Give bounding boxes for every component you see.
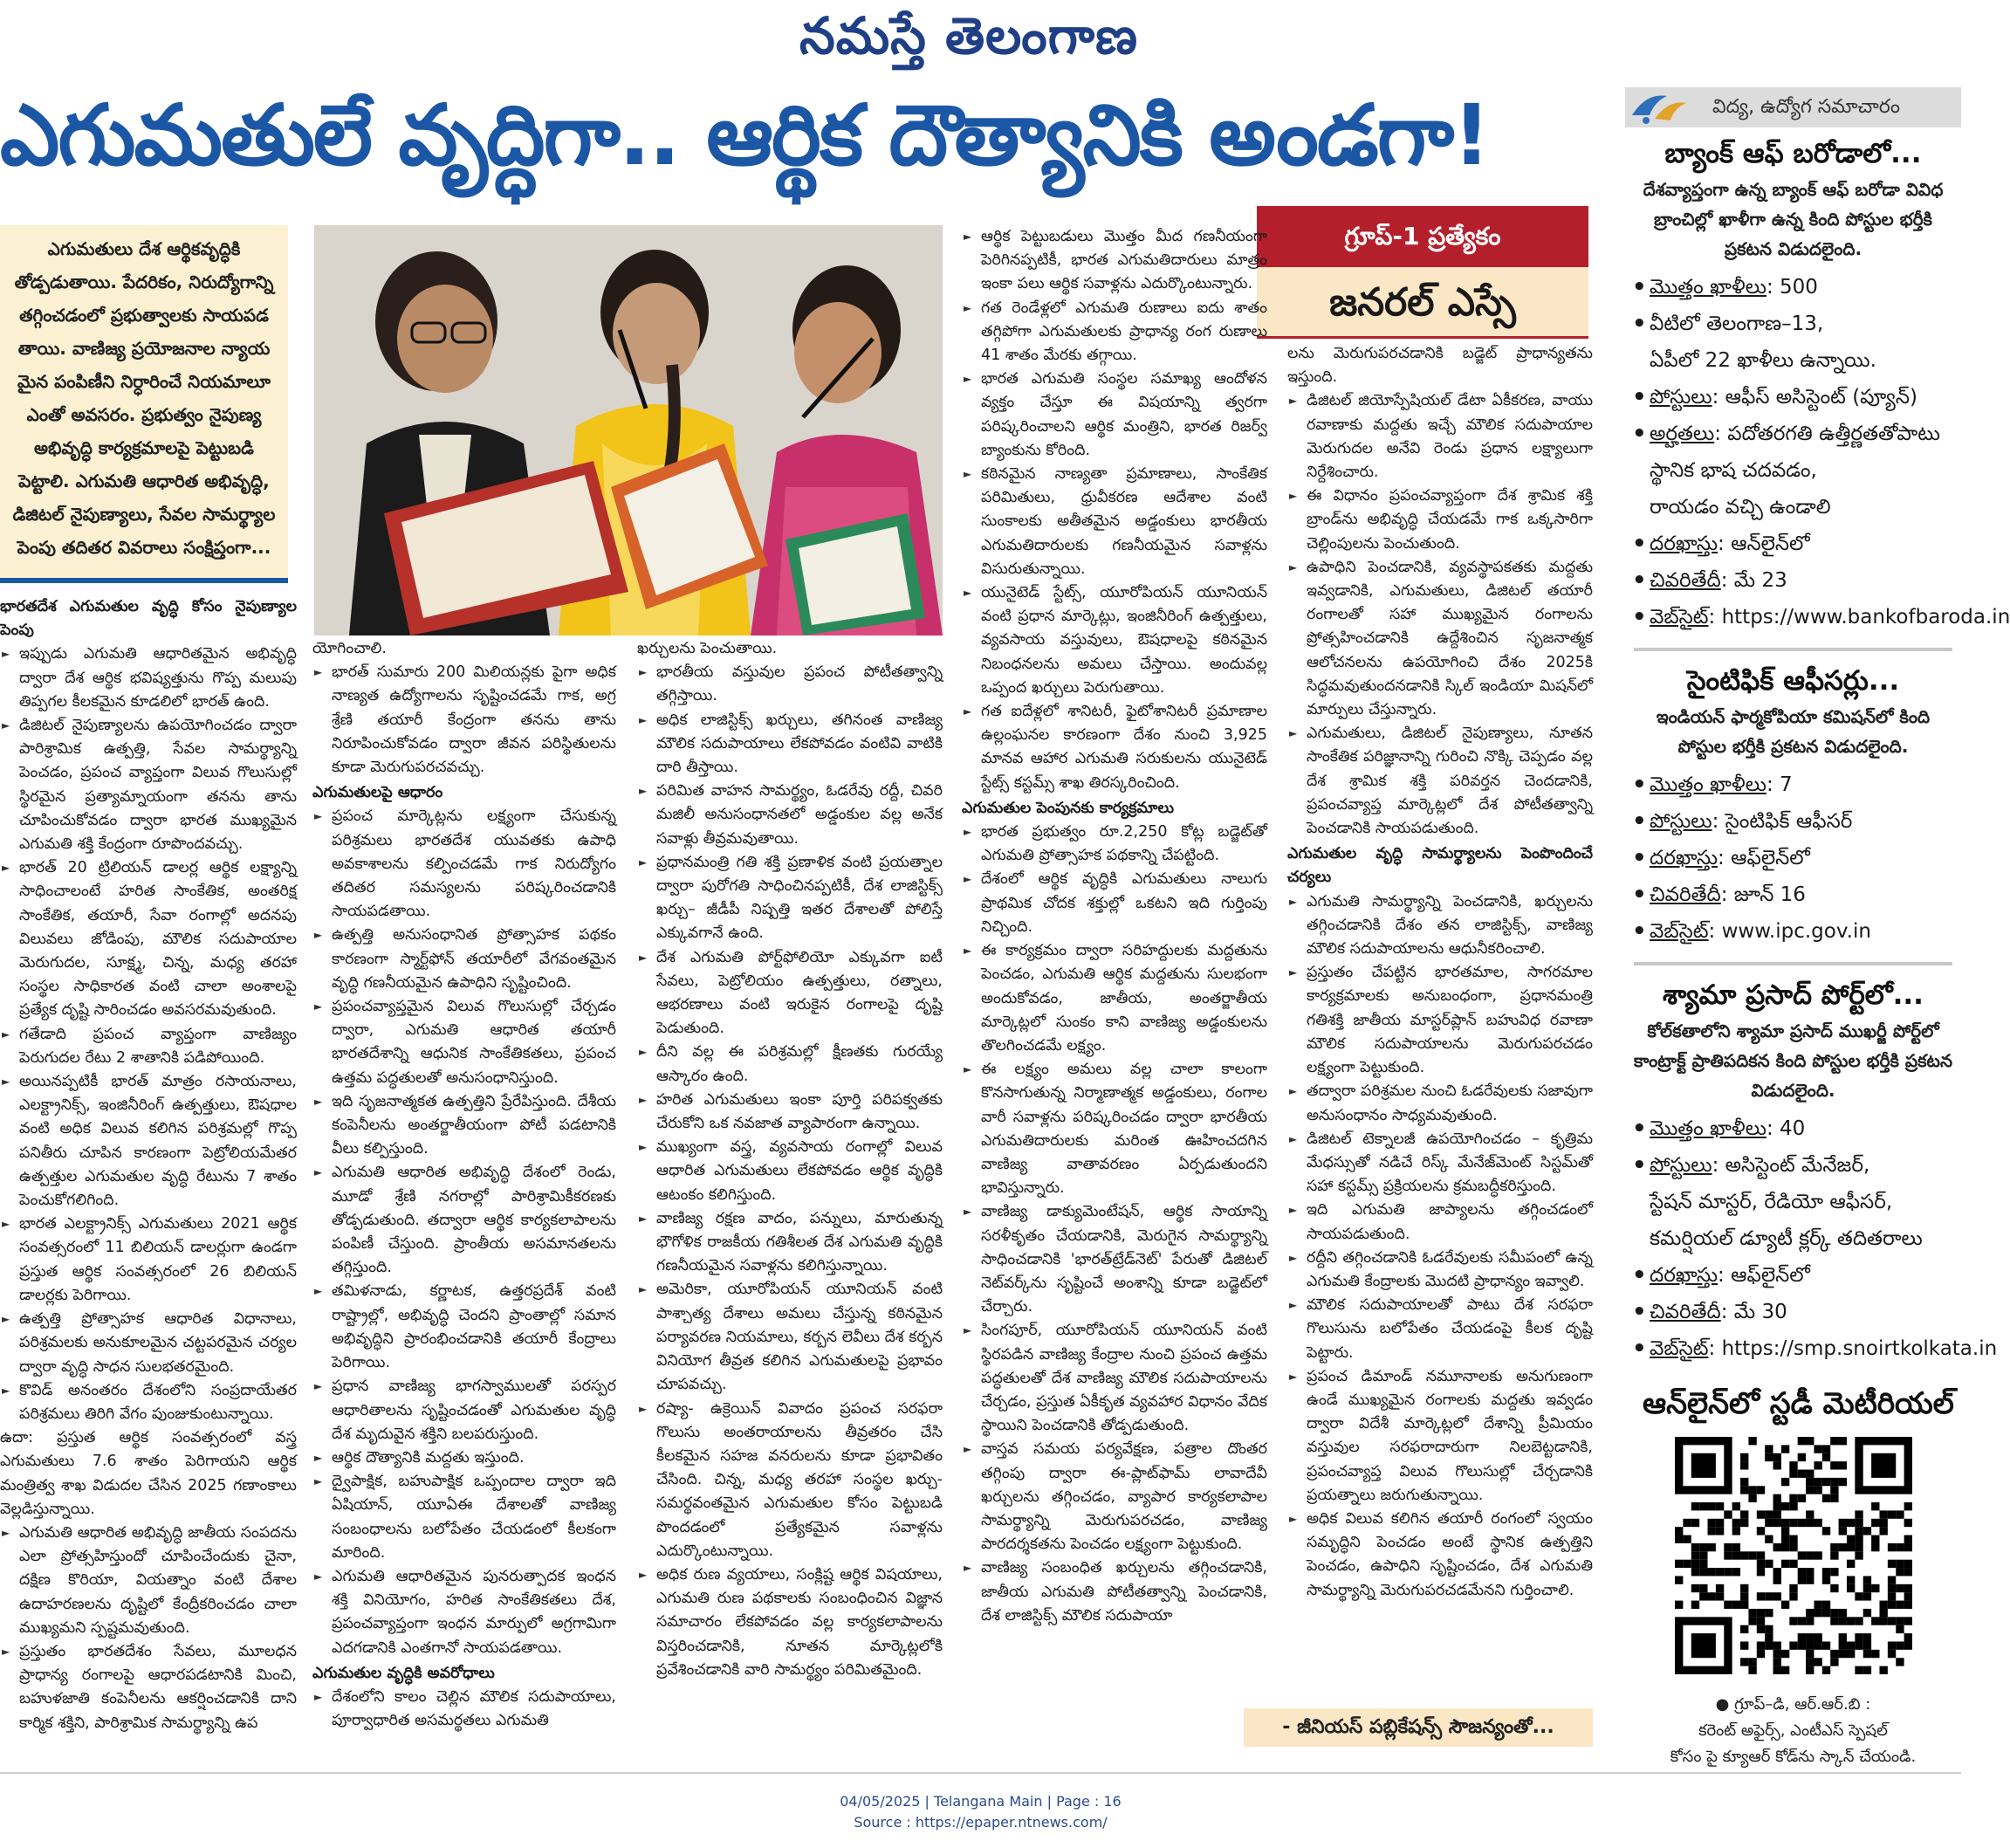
article-paragraph: ► దేశంలో ఆర్థిక వృద్ధికి ఎగుమతులు నాలుగు ప్రాథమిక చోదక శక్తుల్లో ఒకటని ఇది గుర్తింపు నిచ్చింది. xyxy=(962,868,1267,939)
article-column-2 xyxy=(312,637,616,1746)
job-detail-item xyxy=(1630,1330,1998,1367)
job-detail-key: మొత్తం ఖాళీలు xyxy=(1650,276,1766,299)
job-detail-key: అర్హతలు xyxy=(1650,422,1715,445)
article-paragraph: ► వాణిజ్య డాక్యుమెంటేషన్, ఆర్థిక సాయాన్ని సరళీకృతం చేయడానికి, మెరుగైన సామర్థ్యాన్ని సాధించడానికి 'భారత్‌ట్రేడ్‌నెట్' పేరుతో డిజిటల్ నెట్‌వర్క్‌ను సృష్టించే అంశాన్ని కూడా బడ్జెట్‌లో చేర్చారు. xyxy=(962,1200,1267,1319)
job-detail-value: స్థానిక భాష చదవడం, xyxy=(1650,459,1817,482)
port-details xyxy=(1630,1110,1998,1367)
intro-box xyxy=(0,225,288,583)
article-paragraph: ► ఆర్థిక పెట్టుబడులు మొత్తం మీద గణనీయంగా పెరిగినప్పటికీ, భారత ఎగుమతిదారులు మాత్రం ఇంకా పలు ఆర్థిక సవాళ్లను ఎదుర్కొంటున్నారు. xyxy=(962,225,1267,297)
article-paragraph: ► తద్వారా పరిశ్రమల నుంచి ఓడరేవులకు సజావుగా అనుసంధానం సాధ్యమవుతుంది. xyxy=(1287,1080,1593,1127)
job-detail-key: పోస్టులు xyxy=(1650,1154,1712,1177)
sidebar-header-text: విద్య, ఉద్యోగ సమాచారం xyxy=(1712,96,1900,118)
article-paragraph: ► డిజిటల్ నైపుణ్యాలను ఉపయోగించడం ద్వారా పారిశ్రామిక ఉత్పత్తి, సేవల సామర్థ్యాన్ని పెంచడం, ప్రపంచ వ్యాప్తంగా విలువ గొలుసుల్లో స్థిరమైన ప్రత్యామ్నాయంగా తనను తాను చూపించుకోవడం ద్వారా భారత ముఖ్యమైన ఎగుమతి శక్తి కేంద్రంగా రూపొందవచ్చు. xyxy=(0,714,297,856)
ipc-lead: ఇండియన్ ఫార్మకోపియా కమిషన్‌లో కింది పోస్టుల భర్తీకి ప్రకటన విడుదలైంది. xyxy=(1656,706,1931,757)
job-detail-item xyxy=(1630,416,1956,452)
bob-lead: దేశవ్యాప్తంగా ఉన్న బ్యాంక్ ఆఫ్ బరోడా వివిధ బ్రాంచిల్లో ఖాళీగా ఉన్న కింది పోస్టుల భర్తీకి ప్రకటన విడుదలైంది. xyxy=(1643,179,1944,259)
port-notice xyxy=(1625,974,1998,1367)
article-paragraph: ► భారత ప్రభుత్వం రూ.2,250 కోట్ల బడ్జెట్‌తో ఎగుమతి ప్రోత్సాహక పథకాన్ని చేపట్టింది. xyxy=(962,821,1267,868)
article-paragraph: ► ఇది ఎగుమతి జాప్యాలను తగ్గించడంలో సాయపడుతుంది. xyxy=(1287,1199,1593,1246)
article-paragraph: ► రద్దీని తగ్గించడానికి ఓడరేవులకు సమీపంలో ఉన్న ఎగుమతి కేంద్రాలకు మొదటి ప్రాధాన్యం ఇవ్వాలి. xyxy=(1287,1247,1593,1294)
intro-text: ఎగుమతులు దేశ ఆర్థికవృద్ధికి తోడ్పడుతాయి. పేదరికం, నిరుద్యోగాన్ని తగ్గించడంలో ప్రభుత్వాలకు సాయపడ తాయి. వాణిజ్య ప్రయోజనాల న్యాయ మైన పంపిణీని నిర్ధారించే నియమాలూ ఎంతో అవసరం. ప్రభుత్వం నైపుణ్య అభివృద్ధి కార్యక్రమాలపై పెట్టుబడి పెట్టాలి. ఎగుమతి ఆధారిత అభివృద్ధి, డిజిటల్ నైపుణ్యాలు, సేవల సామర్థ్యాల పెంపు తదితర వివరాలు సంక్షిప్తంగా... xyxy=(12,238,276,558)
job-detail-item xyxy=(1630,379,1956,416)
job-detail-value: : ఆఫ్‌లైన్‌లో xyxy=(1718,847,1810,869)
job-detail-value: : 7 xyxy=(1766,773,1793,796)
job-detail-key: వెబ్‌సైట్ xyxy=(1650,920,1709,943)
job-detail-item xyxy=(1630,1220,1956,1257)
sidebar-divider xyxy=(1634,962,1952,965)
article-paragraph: యోగించాలి. xyxy=(312,640,387,657)
article-paragraph: ► అధిక రుణ వ్యయాలు, సంక్లిష్ట ఆర్థిక విషయాలు, ఎగుమతి రుణ పథకాలకు సంబంధించిన విజ్ఞాన సమాచారం లేకపోవడం వల్ల కార్యకలాపాలను విస్తరించడానికి, నూతన మార్కెట్లలోకి ప్రవేశించడానికి వారి సామర్థ్యం పరిమితమైంది. xyxy=(637,1563,943,1682)
study-material-title: ఆన్‌లైన్‌లో స్టడీ మెటీరియల్ xyxy=(1643,1386,1954,1421)
article-paragraph: లను మెరుగుపరచడానికి బడ్జెట్ ప్రాధాన్యతను ఇస్తుంది. xyxy=(1287,345,1593,387)
general-essay-label xyxy=(1257,267,1588,339)
ipc-details xyxy=(1630,766,1956,950)
article-column-1 xyxy=(0,594,297,1746)
study-material-note xyxy=(1630,1692,1956,1770)
article-paragraph: ► ప్రధాన వాణిజ్య భాగస్వాములతో పరస్పర ఆధారితాలను సృష్టించడంతో ఎగుమతుల వృద్ధి దేశ మృదువైన శక్తిని బలపరుస్తుంది. xyxy=(312,1375,616,1446)
article-paragraph: ► ముఖ్యంగా వస్త్ర, వ్యవసాయ రంగాల్లో విలువ ఆధారిత ఎగుమతులు లేకపోవడం ఆర్థిక వృద్ధికి ఆటంకం కలిగిస్తుంది. xyxy=(637,1136,943,1207)
article-paragraph: ► ప్రపంచ మార్కెట్లను లక్ష్యంగా చేసుకున్న పరిశ్రమలు భారతదేశ యువతకు ఉపాధి అవకాశాలను కల్పించడమే గాక నిరుద్యోగం తదితర సమస్యలను పరిష్కరించడానికి సాయపడతాయి. xyxy=(312,805,616,924)
article-paragraph: ఖర్చులను పెంచుతాయి. xyxy=(637,640,778,657)
article-paragraph: ► ఇది సృజనాత్మకత ఉత్పత్తిని ప్రేరేపిస్తుంది. దేశీయ కంపెనీలను అంతర్జాతీయంగా పోటీ పడటానికి వీలు కల్పిస్తుంది. xyxy=(312,1090,616,1162)
job-detail-item xyxy=(1630,342,1956,379)
article-paragraph: ఉదా: ప్రస్తుత ఆర్థిక సంవత్సరంలో వస్త్ర ఎగుమతులు 7.6 శాతం పెరిగాయని ఆర్థిక మంత్రిత్వ శాఖ విడుదల చేసిన 2025 గణాంకాలు వెల్లడిస్తున్నాయి. xyxy=(0,1429,297,1518)
article-paragraph: ► అధిక లాజిస్టిక్స్ ఖర్చులు, తగినంత వాణిజ్య మౌలిక సదుపాయాలు లేకపోవడం వంటివి వాటికి దారి తీస్తాయి. xyxy=(637,709,943,780)
job-detail-value: : అసిస్టెంట్ మేనేజర్, xyxy=(1712,1154,1870,1177)
job-detail-key: దరఖాస్తు xyxy=(1650,847,1718,869)
job-detail-item xyxy=(1630,526,1956,562)
job-detail-item xyxy=(1630,269,1956,306)
job-detail-value: : ఆన్‌లైన్‌లో xyxy=(1718,532,1810,555)
footer-divider xyxy=(0,1772,1961,1774)
article-paragraph: ► ప్రపంచవ్యాప్తమైన విలువ గొలుసుల్లో చేర్చడం ద్వారా, ఎగుమతి ఆధారిత తయారీ భారతదేశాన్ని ఆధునిక సాంకేతికతలు, ప్రపంచ ఉత్తమ పద్ధతులతో అనుసంధానిస్తుంది. xyxy=(312,995,616,1090)
study-material xyxy=(1625,1379,1961,1770)
study-note-line-1: ● గ్రూప్–డి, ఆర్.ఆర్.బి : xyxy=(1715,1695,1871,1714)
job-detail-value: కమర్షియల్ డ్యూటీ క్లర్క్ తదితరాలు xyxy=(1650,1227,1923,1250)
article-paragraph: ► దేశ ఎగుమతి పోర్ట్‌ఫోలియో ఎక్కువగా ఐటీ సేవలు, పెట్రోలియం ఉత్పత్తులు, రత్నాలు, ఆభరణాలు వంటి ఇరుకైన రంగాలపై దృష్టి పెడుతుంది. xyxy=(637,946,943,1041)
article-paragraph: ► డిజిటల్ టెక్నాలజీ ఉపయోగించడం – కృత్రిమ మేధస్సుతో నడిచే రిస్క్ మేనేజ్‌మెంట్ సిస్టమ్‌తో సహా కస్టమ్స్ ప్రక్రియలను క్రమబద్ధీకరిస్తుంది. xyxy=(1287,1128,1593,1199)
section-subheading: ఎగుమతుల వృద్ధి సామర్థ్యాలను పెంపొందించే చర్యలు xyxy=(1287,845,1593,887)
article-paragraph: ► కఠినమైన నాణ్యతా ప్రమాణాలు, సాంకేతిక పరిమితులు, ధ్రువీకరణ ఆదేశాల వంటి సుంకాలకు అతీతమైన అడ్డంకులు భారతీయ ఎగుమతిదారులకు గణనీయమైన సవాళ్లను విసురుతున్నాయి. xyxy=(962,463,1267,581)
article-paragraph: ► అమెరికా, యూరోపియన్ యూనియన్ వంటి పాశ్చాత్య దేశాలు అమలు చేస్తున్న కఠినమైన పర్యావరణ నియమాలు, కర్బన లెవీలు దేశ కర్బన వినియోగ తీవ్రత కలిగిన ఎగుమతులపై ప్రభావం చూపవచ్చు. xyxy=(637,1278,943,1397)
article-paragraph: ► ఇప్పుడు ఎగుమతి ఆధారితమైన అభివృద్ధి ద్వారా దేశ ఆర్థిక భవిష్యత్తును గొప్ప మలుపు తిప్పగల కీలకమైన కూడలిలో భారత్ ఉంది. xyxy=(0,642,297,714)
job-detail-value: : మే 30 xyxy=(1720,1301,1787,1323)
section-subheading: ఎగుమతులపై ఆధారం xyxy=(312,784,443,802)
job-detail-value: వీటిలో తెలంగాణ–13, xyxy=(1650,313,1824,335)
job-detail-value: : ఆఫీస్ అసిస్టెంట్ (ప్యూన్) xyxy=(1712,386,1917,409)
job-detail-value: రాయడం వచ్చి ఉండాలి xyxy=(1650,496,1831,519)
group1-banner-text: గ్రూప్-1 ప్రత్యేకం xyxy=(1344,222,1501,251)
job-detail-key: వెబ్‌సైట్ xyxy=(1650,606,1709,629)
group1-banner xyxy=(1257,206,1588,267)
article-paragraph: ► ఎగుమతి ఆధారిత అభివృద్ధి దేశంలో రెండు, మూడో శ్రేణి నగరాల్లో పారిశ్రామికీకరణకు తోడ్పడుతుంది. తద్వారా ఆర్థిక కార్యకలాపాలను పంపిణీ చేస్తుంది. ప్రాంతీయ అసమానతలను తగ్గిస్తుంది. xyxy=(312,1161,616,1280)
article-column-5 xyxy=(1287,342,1593,1687)
job-detail-value: : 500 xyxy=(1766,276,1818,299)
article-paragraph: ► అధిక విలువ కలిగిన తయారీ రంగంలో స్వయం సమృద్ధిని పెంచడం అంటే స్థానిక ఉత్పత్తిని పెంచడం, ఉపాధిని సృష్టించడం, దేశ ఎగుమతి సామర్థ్యాన్ని మెరుగుపరచడమేనని గుర్తించాలి. xyxy=(1287,1508,1593,1603)
article-paragraph: ► ఎగుమతి సామర్థ్యాన్ని పెంచడానికి, ఖర్చులను తగ్గించడానికి దేశం తన లాజిస్టిక్స్, వాణిజ్య మౌలిక సదుపాయాలను ఆధునీకరించాలి. xyxy=(1287,890,1593,962)
job-detail-key: చివరితేదీ xyxy=(1650,569,1721,592)
job-detail-value: : ఆఫ్‌లైన్‌లో xyxy=(1718,1264,1810,1287)
article-paragraph: ► భారత ఎలక్ట్రానిక్స్ ఎగుమతులు 2021 ఆర్థిక సంవత్సరంలో 11 బిలియన్ డాలర్లుగా ఉండగా ప్రస్తుత ఆర్థిక సంవత్సరంలో 26 బిలియన్ డాలర్లకు పెరిగాయి. xyxy=(0,1213,297,1308)
masthead-title: నమస్తే తెలంగాణ xyxy=(799,6,1138,65)
article-paragraph: ► ఈ కార్యక్రమం ద్వారా సరిహద్దులకు మద్దతును పెంచడం, ఎగుమతి ఆర్థిక మద్దతును సులభంగా అందుకోవడం, జాతీయ, అంతర్జాతీయ మార్కెట్లలో సుంకం కాని వాణిజ్య అడ్డంకులను తొలగించడమే లక్ష్యం. xyxy=(962,939,1267,1058)
footer-source: Source : https://epaper.ntnews.com/ xyxy=(854,1814,1108,1831)
credit-text: - జీనియస్ పబ్లికేషన్స్ సౌజన్యంతో... xyxy=(1282,1716,1554,1738)
job-detail-key: చివరితేదీ xyxy=(1650,1301,1721,1323)
ipc-title: సైంటిఫిక్ ఆఫీసర్లు... xyxy=(1686,665,1900,697)
credit-line xyxy=(1244,1708,1593,1747)
job-detail-key: వెబ్‌సైట్ xyxy=(1650,1337,1709,1360)
article-paragraph: ► ఉత్పత్తి ప్రోత్సాహక ఆధారిత విధానాలు, పరిశ్రమలకు అనుకూలమైన చట్టపరమైన చర్యల ద్వారా వృద్ధి సాధన సులభతరమైంది. xyxy=(0,1308,297,1379)
article-paragraph: ► తమిళనాడు, కర్ణాటక, ఉత్తరప్రదేశ్ వంటి రాష్ట్రాల్లో, అభివృద్ధి చెందని ప్రాంతాల్లో సమాన అభివృద్ధిని ప్రారంభించడానికి తయారీ కేంద్రాలు పెరిగాయి. xyxy=(312,1280,616,1375)
article-paragraph: ► డిజిటల్ జియోస్పేషియల్ డేటా ఏకీకరణ, వాయు రవాణాకు మద్దతు ఇచ్చే మౌలిక సదుపాయాల మెరుగుదల అనేవి రెండు ప్రధాన లక్ష్యాలుగా నిర్దేశించారు. xyxy=(1287,389,1593,484)
article-paragraph: ► భారత్ సుమారు 200 మిలియన్లకు పైగా అధిక నాణ్యత ఉద్యోగాలను సృష్టించడమే గాక, అగ్ర శ్రేణి తయారీ కేంద్రంగా తనను తాను నిరూపించుకోవడం ద్వారా జీవన పరిస్థితులను కూడా మెరుగుపరచవచ్చు. xyxy=(312,661,616,780)
job-detail-item xyxy=(1630,452,1956,489)
article-paragraph: ► అయినప్పటికీ భారత్ మాత్రం రసాయనాలు, ఎలక్ట్రానిక్స్, ఇంజినీరింగ్ ఉత్పత్తులు, ఔషధాల వంటి అధిక విలువ కలిగిన పరిశ్రమల్లో గొప్ప పనితీరు చూపిన కారణంగా పెట్రోలియమేతర ఉత్పత్తుల ఎగుమతుల వృద్ధి రేటును 7 శాతం పెంచుకోగలిగింది. xyxy=(0,1070,297,1213)
sidebar-header xyxy=(1625,87,1961,127)
page-footer xyxy=(0,1791,1961,1833)
bob-details xyxy=(1630,269,2010,635)
job-detail-item xyxy=(1630,766,1956,803)
job-detail-value: ఏపీలో 22 ఖాళీలు ఉన్నాయి. xyxy=(1650,349,1876,372)
job-detail-item xyxy=(1630,1184,1956,1220)
article-paragraph: ► ప్రపంచ డిమాండ్ నమూనాలకు అనుగుణంగా ఉండే ముఖ్యమైన రంగాలకు మద్దతు ఇవ్వడం ద్వారా విదేశీ మార్కెట్లలో దేశాన్ని ప్రీమియం వస్తువుల సరఫరాదారుగా నిలబెట్టడానికి, ప్రపంచవ్యాప్త విలువ గొలుసుల్లో చేర్చడానికి ప్రయత్నాలు జరుగుతున్నాయి. xyxy=(1287,1365,1593,1508)
headline-text: ఎగుమతులే వృద్ధిగా.. ఆర్థిక దౌత్యానికి అండగా! xyxy=(0,86,1489,184)
study-note-line-3: కోసం పై క్యూఆర్ కోడ్‌ను స్కాన్ చేయండి. xyxy=(1670,1748,1917,1766)
article-paragraph: ► వాణిజ్య సంబంధిత ఖర్చులను తగ్గించడానికి, జాతీయ ఎగుమతి పోటీతత్వాన్ని పెంచడానికి, దేశ లాజిస్టిక్స్ మౌలిక సదుపాయా xyxy=(962,1556,1267,1628)
article-paragraph: ► దేశంలోని కాలం చెల్లిన మౌలిక సదుపాయాలు, పూర్వాధారిత అసమర్థతలు ఎగుమతి xyxy=(312,1686,616,1733)
job-detail-key: దరఖాస్తు xyxy=(1650,1264,1718,1287)
article-paragraph: ► ఎగుమతి ఆధారితమైన పునరుత్పాదక ఇంధన శక్తి వినియోగం, హరిత సాంకేతికతలు దేశ, ప్రపంచవ్యాప్తంగా ఇంధన మార్పులో అగ్రగామిగా ఎదగడానికి ఎంతగానో సాయపడతాయి. xyxy=(312,1565,616,1660)
article-paragraph: ► ఎగుమతులు, డిజిటల్ నైపుణ్యాలు, నూతన సాంకేతిక పరిజ్ఞానాన్ని గురించి నొక్కి చెప్పడం వల్ల దేశ శ్రామిక శక్తి పరివర్తన చెందడానికి, ప్రపంచవ్యాప్త మార్కెట్లలో దేశ పోటీతత్వాన్ని పెంచడానికి సాయపడుతుంది. xyxy=(1287,722,1593,841)
job-detail-item xyxy=(1630,1294,1956,1330)
section-subheading: ఎగుమతుల పెంపునకు కార్యక్రమాలు xyxy=(962,799,1175,817)
article-paragraph: ► ఉత్పత్తి అనుసంధానిత ప్రోత్సాహక పథకం కారణంగా స్మార్ట్‌ఫోన్ తయారీలో వేగవంతమైన వృద్ధి గణనీయమైన ఉపాధిని సృష్టించింది. xyxy=(312,924,616,995)
article-paragraph: ► పరిమిత వాహన సామర్థ్యం, ఓడరేవు రద్దీ, చివరి మజిలీ అనుసంధానతలో అడ్డంకుల వల్ల అనేక సవాళ్లు తీవ్రమవుతాయి. xyxy=(637,780,943,851)
footer-edition-info: 04/05/2025 | Telangana Main | Page : 16 xyxy=(840,1793,1122,1810)
education-logo-icon xyxy=(1629,89,1690,126)
headline xyxy=(0,79,1597,192)
general-essay-text: జనరల్ ఎస్సే xyxy=(1329,280,1516,325)
job-detail-key: పోస్టులు xyxy=(1650,810,1712,833)
article-paragraph: ► ఉపాధిని పెంచడానికి, వ్యవస్థాపకతకు మద్దతు ఇవ్వడానికి, ఎగుమతులు, డిజిటల్ తయారీ రంగాలతో సహా ముఖ్యమైన రంగాలను ప్రోత్సహించడానికి ఉద్దేశించిన సృజనాత్మక ఆలోచనలను ఉపయోగించి దేశం 2025కి సిద్ధమవుతుందనడానికి స్కిల్ ఇండియా మిషన్‌లో మార్పులు చేస్తున్నారు. xyxy=(1287,556,1593,722)
article-paragraph: ► హరిత ఎగుమతులు ఇంకా పూర్తి పరిపక్వతకు చేరుకోని ఒక నవజాత వ్యాపారంగా ఉన్నాయి. xyxy=(637,1089,943,1136)
job-detail-item xyxy=(1630,562,1956,599)
students-reading-illustration xyxy=(314,225,943,635)
article-paragraph: ► ద్వైపాక్షిక, బహుపాక్షిక ఒప్పందాల ద్వారా ఇది ఏషియాన్, యూఏఈ దేశాలతో వాణిజ్య సంబంధాలను బలోపేతం చేయడంలో కీలకంగా మారింది. xyxy=(312,1470,616,1565)
job-detail-value: : పదోతరగతి ఉత్తీర్ణతతోపాటు xyxy=(1714,422,1940,445)
article-paragraph: ► మౌలిక సదుపాయాలతో పాటు దేశ సరఫరా గొలుసును బలోపేతం చేయడంపై కీలక దృష్టి పెట్టారు. xyxy=(1287,1294,1593,1365)
job-detail-key: పోస్టులు xyxy=(1650,386,1712,409)
article-paragraph: ► ఈ విధానం ప్రపంచవ్యాప్తంగా దేశ శ్రామిక శక్తి బ్రాండ్‌ను అభివృద్ధి చేయడమే గాక ఒక్కసారిగా చెల్లింపులను పెంచుతుంది. xyxy=(1287,484,1593,556)
job-detail-item xyxy=(1630,306,1956,342)
sidebar-divider xyxy=(1634,648,1952,651)
article-paragraph: ► ప్రస్తుతం చేపట్టిన భారతమాల, సాగరమాల కార్యక్రమాలకు అనుబంధంగా, ప్రధానమంత్రి గతిశక్తి జాతీయ మాస్టర్‌ప్లాన్ బహువిధ రవాణా మౌలిక సదుపాయాలను మెరుగుపరచడం లక్ష్యంగా పెట్టుకుంది. xyxy=(1287,961,1593,1080)
article-paragraph: ► ఎగుమతి ఆధారిత అభివృద్ధి జాతీయ సంపదను ఎలా ప్రోత్సహిస్తుందో చూపించేందుకు చైనా, దక్షిణ కొరియా, వియత్నాం వంటి దేశాల ఉదాహరణలను దృష్టిలో కేంద్రీకరించడం చాలా ముఖ్యమని స్పష్టమవుతుంది. xyxy=(0,1522,297,1640)
job-detail-value: : మే 23 xyxy=(1720,569,1787,592)
job-detail-item xyxy=(1630,840,1956,876)
article-column-4 xyxy=(962,225,1267,1666)
job-detail-key: దరఖాస్తు xyxy=(1650,532,1718,555)
article-paragraph: ► గత రెండేళ్లలో ఎగుమతి రుణాలు ఐదు శాతం తగ్గిపోగా ఎగుమతులకు ప్రాధాన్య రంగ రుణాలు 41 శాతం మేరకు తగ్గాయి. xyxy=(962,297,1267,368)
article-paragraph: ► సింగపూర్, యూరోపియన్ యూనియన్ వంటి స్థిరపడిన వాణిజ్య కేంద్రాల నుంచి ప్రపంచ ఉత్తమ పద్ధతులతో దేశ వాణిజ్య మౌలిక సదుపాయాలను చేర్చడం, ప్రస్తుత ఏకీకృత వ్యవహార విధానం వేదిక స్థాయిని పెంచడానికి తోడ్పడుతుంది. xyxy=(962,1319,1267,1438)
section-subheading: భారతదేశ ఎగుమతుల వృద్ధి కోసం నైపుణ్యాల పెంపు xyxy=(0,598,297,640)
bob-notice xyxy=(1625,133,2010,635)
masthead xyxy=(768,3,1170,68)
article-column-3 xyxy=(637,637,943,1746)
article-paragraph: ► భారత ఎగుమతి సంస్థల సమాఖ్య ఆందోళన వ్యక్తం చేస్తూ ఈ విషయాన్ని త్వరగా పరిష్కరించాలని ఆర్థిక మంత్రిని, భారత రిజర్వ్ బ్యాంకును కోరింది. xyxy=(962,368,1267,463)
article-paragraph: ► ప్రస్తుతం భారతదేశం సేవలు, మూలధన ప్రాధాన్య రంగాలపై ఆధారపడటానికి మించి, బహుళజాతి కంపెనీలను ఆకర్షించడానికి దాని కార్మిక శక్తిని, పారిశ్రామిక సామర్థ్యాన్ని ఉప xyxy=(0,1640,297,1735)
job-detail-key: మొత్తం ఖాళీలు xyxy=(1650,773,1766,796)
bob-title: బ్యాంక్ ఆఫ్ బరోడాలో... xyxy=(1664,138,1922,169)
job-detail-key: మొత్తం ఖాళీలు xyxy=(1650,1117,1766,1140)
article-paragraph: ► భారతీయ వస్తువుల ప్రపంచ పోటీతత్వాన్ని తగ్గిస్తాయి. xyxy=(637,661,943,708)
article-paragraph: ► వాస్తవ సమయ పర్యవేక్షణ, పత్రాల దొంతర తగ్గింపు ద్వారా ఈ-ప్లాట్‌ఫామ్ లావాదేవీ ఖర్చులను తగ్గించడం, వ్యాపార కార్యకలాపాల సామర్థ్యాన్ని మెరుగుపరచడం, వాణిజ్య పారదర్శకతను పెంచడం లక్ష్యంగా పెట్టుకుంది. xyxy=(962,1438,1267,1556)
job-detail-value: స్టేషన్ మాస్టర్, రేడియో ఆఫీసర్, xyxy=(1650,1191,1893,1213)
article-paragraph: ► వాణిజ్య రక్షణ వాదం, పన్నులు, మారుతున్న భౌగోళిక రాజకీయ గతిశీలత దేశ ఎగుమతి వృద్ధికి గణనీయమైన సవాళ్లను కలిగిస్తున్నాయి. xyxy=(637,1207,943,1279)
port-lead: కోల్‌కతాలోని శ్యామా ప్రసాద్ ముఖర్జీ పోర్ట్‌లో కాంట్రాక్ట్ ప్రాతిపదికన కింది పోస్టుల భర్తీకి ప్రకటన విడుదలైంది. xyxy=(1633,1020,1953,1101)
article-paragraph: ► ఆర్థిక దౌత్యానికి మద్దతు ఇస్తుంది. xyxy=(312,1446,616,1470)
job-detail-value: : www.ipc.gov.in xyxy=(1708,920,1871,943)
job-detail-item xyxy=(1630,599,2010,635)
jobs-sidebar xyxy=(1625,87,2010,1766)
article-paragraph: ► భారత్ 20 ట్రిలియన్ డాలర్ల ఆర్థిక లక్ష్యాన్ని సాధించాలంటే హరిత సాంకేతిక, అంతరిక్ష సాంకేతిక, తయారీ, సేవా రంగాల్లో అదనపు విలువలు జోడింపు, మౌలిక సదుపాయాల మెరుగుదల, సూక్ష్మ, చిన్న, మధ్య తరహా సంస్థల సాధికారత వంటి చాలా అంశాలపై ప్రత్యేక దృష్టి సారించడం అవసరమవుతుంది. xyxy=(0,856,297,1022)
job-detail-value: : https://www.bankofbaroda.in xyxy=(1708,606,2010,629)
article-paragraph: ► ఈ లక్ష్యం అమలు వల్ల చాలా కాలంగా కొనసాగుతున్న నిర్మాణాత్మక అడ్డంకులు, రంగాల వారీ సవాళ్లను పరిష్కరించడం ద్వారా భారతీయ ఎగుమతిదారులకు మరింత ఊహించదగిన వాణిజ్య వాతావరణం ఏర్పడుతుందని భావిస్తున్నారు. xyxy=(962,1058,1267,1200)
job-detail-value: : 40 xyxy=(1766,1117,1806,1140)
study-note-line-2: కరెంట్ అఫైర్స్, ఎంటీఎస్ స్పెషల్ xyxy=(1698,1721,1888,1740)
job-detail-item xyxy=(1630,913,1956,950)
job-detail-key: చివరితేదీ xyxy=(1650,883,1721,906)
article-paragraph: ► గత ఐదేళ్లలో శానిటరీ, ఫైటోశానిటరీ ప్రమాణాల ఉల్లంఘనల కారణంగా దేశం నుంచి 3,925 మానవ ఆహార ఎగుమతి సరుకులను యునైటెడ్ స్టేట్స్ కస్టమ్స్ శాఖ తిరస్కరించింది. xyxy=(962,700,1267,795)
job-detail-item xyxy=(1630,803,1956,840)
port-title: శ్యామా ప్రసాద్ పోర్ట్‌లో... xyxy=(1663,979,1924,1011)
job-detail-value: : జూన్ 16 xyxy=(1720,883,1806,906)
qr-code-icon[interactable] xyxy=(1675,1437,1912,1674)
article-paragraph: ► దీని వల్ల ఈ పరిశ్రమల్లో క్షీణతకు గురయ్యే ఆస్కారం ఉంది. xyxy=(637,1041,943,1088)
job-detail-item xyxy=(1630,1110,1956,1147)
job-detail-item xyxy=(1630,1257,1956,1294)
article-paragraph: ► గతేడాది ప్రపంచ వ్యాప్తంగా వాణిజ్యం పెరుగుదల రేటు 2 శాతానికి పడిపోయింది. xyxy=(0,1023,297,1070)
section-subheading: ఎగుమతుల వృద్ధికి అవరోధాలు xyxy=(312,1664,495,1682)
article-paragraph: ► ప్రధానమంత్రి గతి శక్తి ప్రణాళిక వంటి ప్రయత్నాల ద్వారా పురోగతి సాధించినప్పటికీ, దేశ లాజిస్టిక్స్ ఖర్చు– జీడీపీ నిష్పత్తి ఇతర దేశాలతో పోలిస్తే ఎక్కువగానే ఉంది. xyxy=(637,851,943,946)
article-paragraph: ► రష్యా- ఉక్రెయిన్ వివాదం ప్రపంచ సరఫరా గొలుసు అంతరాయాలను తీవ్రతరం చేసి కీలకమైన సహజ వనరులను కూడా ప్రభావితం చేసింది. చిన్న, మధ్య తరహా సంస్థల ఖర్చు- సమర్థవంతమైన ఎగుమతుల కోసం పెట్టుబడి పొందడంలో ప్రత్యేకమైన సవాళ్లను ఎదుర్కొంటున్నాయి. xyxy=(637,1398,943,1563)
job-detail-value: : https://smp.snoirtkolkata.in xyxy=(1708,1337,1998,1360)
job-detail-value: : సైంటిఫిక్ ఆఫీసర్ xyxy=(1712,810,1853,833)
job-detail-item xyxy=(1630,489,1956,526)
ipc-notice xyxy=(1625,660,1961,950)
job-detail-item xyxy=(1630,876,1956,913)
job-detail-item xyxy=(1630,1147,1956,1184)
students-photo xyxy=(314,225,943,635)
article-paragraph: ► యునైటెడ్ స్టేట్స్, యూరోపియన్ యూనియన్ వంటి ప్రధాన మార్కెట్లు, ఇంజినీరింగ్ ఉత్పత్తులు, వ్యవసాయ వస్తువులు, ఔషధాలపై కఠినమైన నిబంధనలను అమలు చేస్తాయి. అందువల్ల ఒప్పంద ఖర్చులు పెరుగుతాయి. xyxy=(962,581,1267,700)
article-paragraph: ► కొవిడ్ అనంతరం దేశంలోని సంప్రదాయేతర పరిశ్రమలు తిరిగి వేగం పుంజుకుంటున్నాయి. xyxy=(0,1379,297,1426)
